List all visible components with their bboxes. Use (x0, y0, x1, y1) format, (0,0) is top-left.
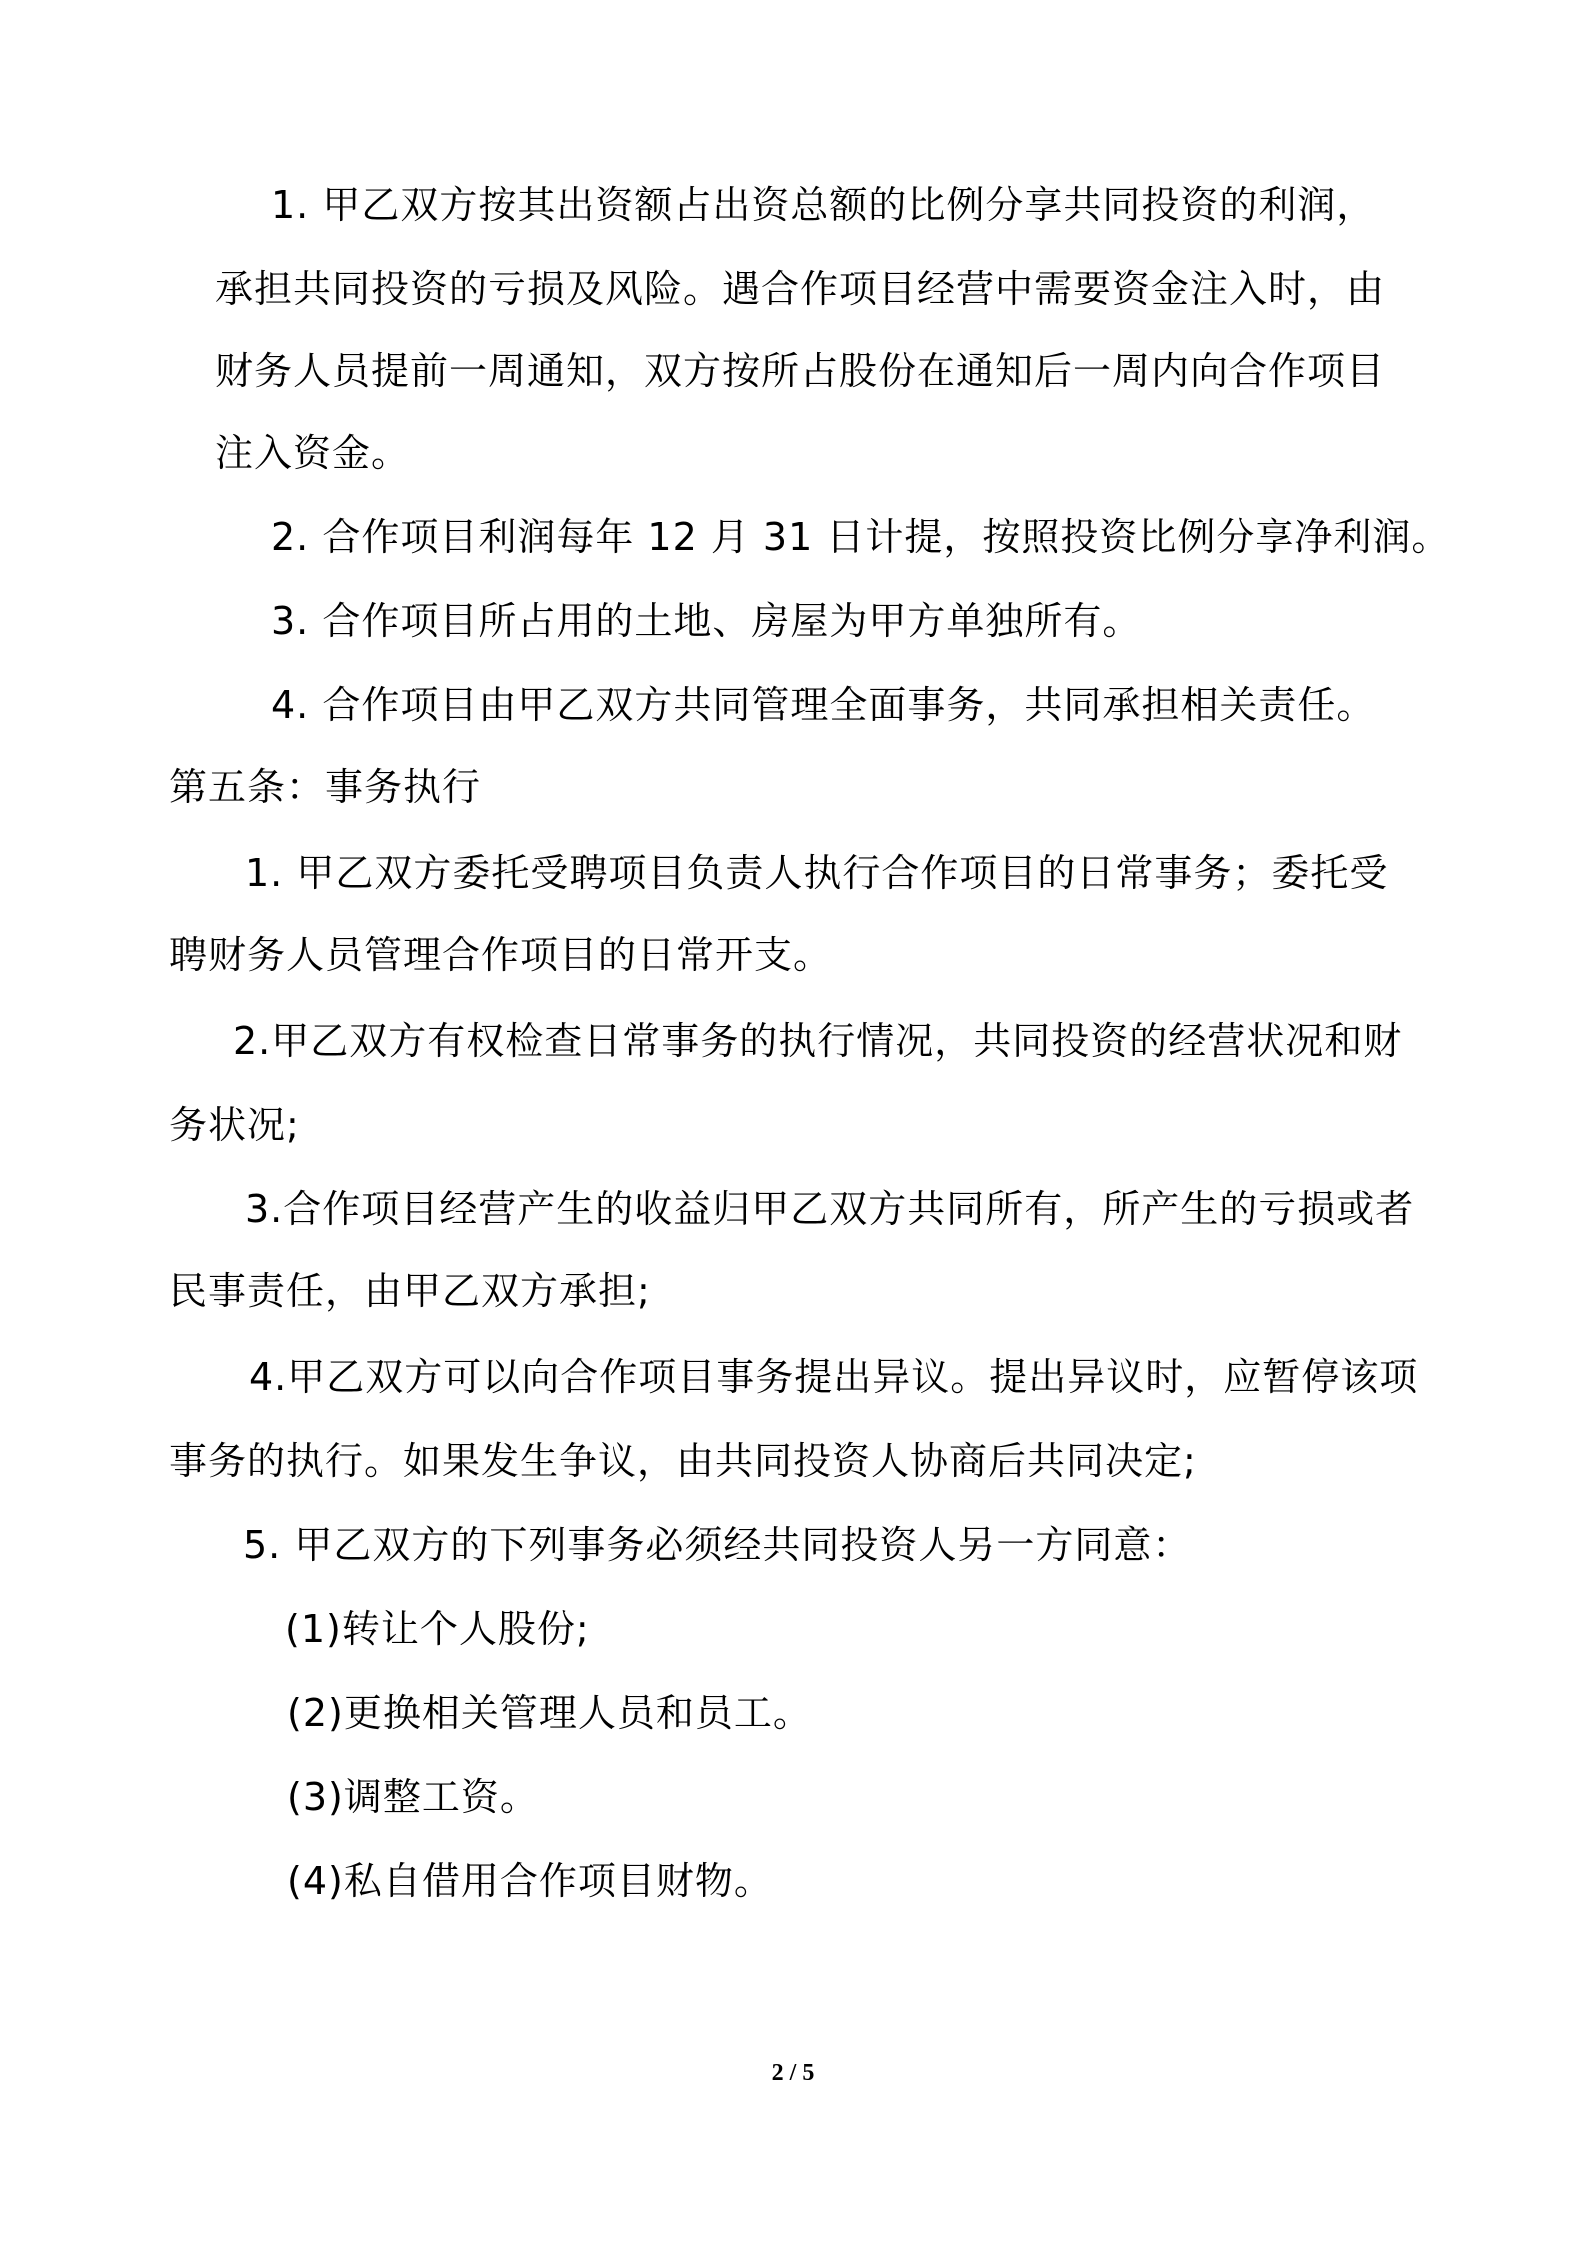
paragraph-3-line-1: 3. 合作项目所占用的土地、房屋为甲方单独所有。 (271, 599, 1142, 643)
section-item-4-line-1: 4.甲乙双方可以向合作项目事务提出异议。提出异议时，应暂停该项 (249, 1355, 1419, 1399)
paragraph-2-line-1: 2. 合作项目利润每年 12 月 31 日计提，按照投资比例分享净利润。 (271, 515, 1451, 559)
paragraph-1-line-1: 1. 甲乙双方按其出资额占出资总额的比例分享共同投资的利润， (271, 183, 1376, 227)
section-item-1-line-1: 1. 甲乙双方委托受聘项目负责人执行合作项目的日常事务；委托受 (245, 851, 1389, 895)
sub-item-4: (4)私自借用合作项目财物。 (287, 1859, 773, 1903)
section-item-3-line-1: 3.合作项目经营产生的收益归甲乙双方共同所有，所产生的亏损或者 (245, 1187, 1415, 1231)
sub-item-1: (1)转让个人股份; (285, 1607, 590, 1651)
section-item-2-line-2: 务状况; (169, 1103, 300, 1147)
sub-item-2: (2)更换相关管理人员和员工。 (287, 1691, 812, 1735)
section-heading: 第五条：事务执行 (169, 765, 482, 809)
section-item-4-line-2: 事务的执行。如果发生争议，由共同投资人协商后共同决定; (169, 1439, 1197, 1483)
section-item-5-line-1: 5. 甲乙双方的下列事务必须经共同投资人另一方同意： (243, 1523, 1192, 1567)
page-number: 2 / 5 (771, 2060, 815, 2086)
paragraph-1-line-2: 承担共同投资的亏损及风险。遇合作项目经营中需要资金注入时，由 (215, 267, 1386, 311)
section-item-1-line-2: 聘财务人员管理合作项目的日常开支。 (169, 933, 833, 977)
paragraph-1-line-4: 注入资金。 (215, 431, 411, 475)
sub-item-3: (3)调整工资。 (287, 1775, 539, 1819)
paragraph-1-line-3: 财务人员提前一周通知，双方按所占股份在通知后一周内向合作项目 (215, 349, 1386, 393)
paragraph-4-line-1: 4. 合作项目由甲乙双方共同管理全面事务，共同承担相关责任。 (271, 683, 1376, 727)
section-item-2-line-1: 2.甲乙双方有权检查日常事务的执行情况，共同投资的经营状况和财 (233, 1019, 1403, 1063)
section-item-3-line-2: 民事责任，由甲乙双方承担; (169, 1269, 651, 1313)
